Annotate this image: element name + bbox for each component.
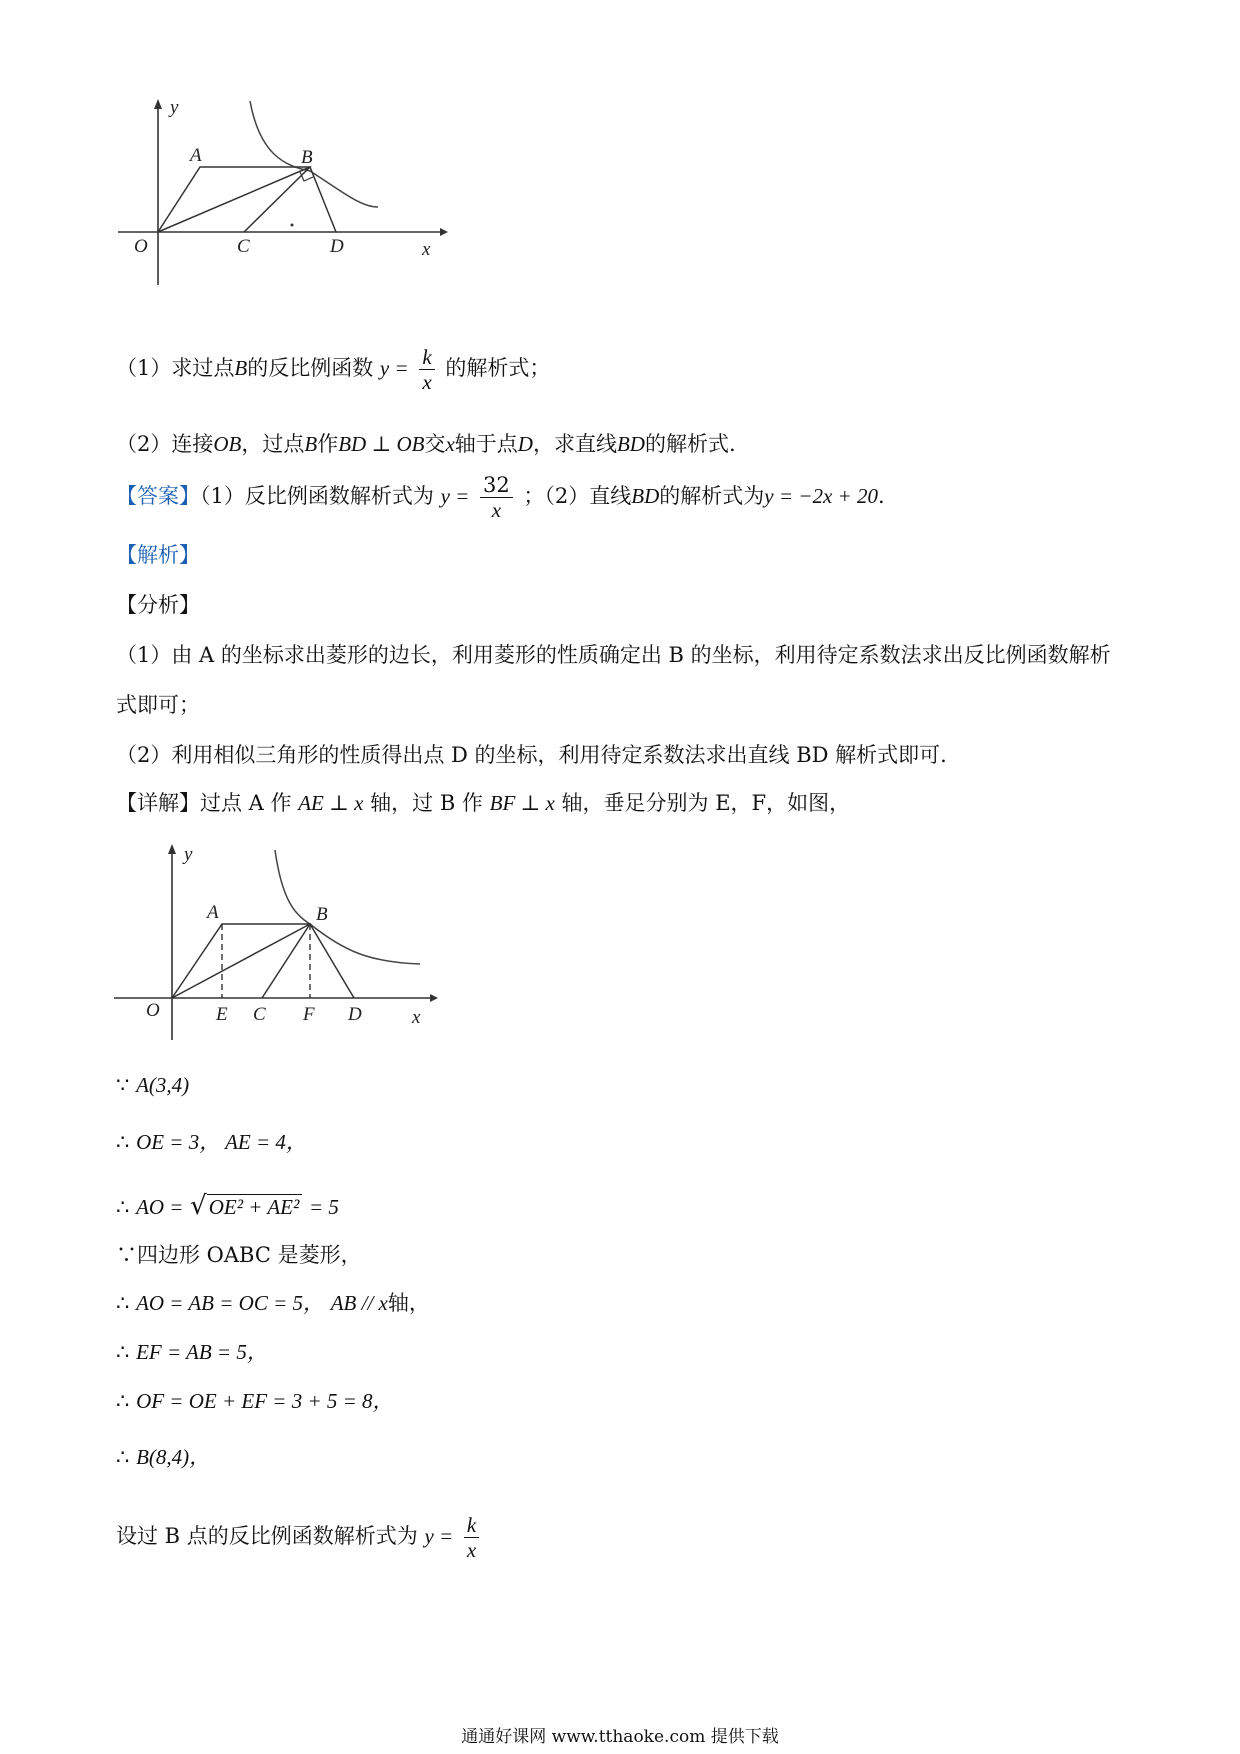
figure-rhombus-hyperbola — [110, 95, 450, 295]
step-1: ∵ A(3,4) — [116, 1073, 190, 1097]
fenxi-2: （2）利用相似三角形的性质得出点 D 的坐标，利用待定系数法求出直线 BD 解析式即可. — [116, 743, 947, 767]
label-y: y — [170, 97, 179, 118]
y-axis-arrow — [154, 99, 162, 109]
segment-ob — [158, 167, 310, 232]
label-x: x — [412, 1007, 421, 1028]
label-b: B — [316, 904, 328, 925]
fenxi-1a: （1）由 A 的坐标求出菱形的边长，利用菱形的性质确定出 B 的坐标，利用待定系数法求出反比例函数解析 — [116, 643, 1111, 667]
label-f: F — [303, 1004, 315, 1025]
label-d: D — [330, 236, 344, 257]
jiexi-heading: 【解析】 — [116, 543, 200, 567]
label-y: y — [184, 844, 193, 865]
xiangjie-line: 【详解】过点 A 作 AE ⊥ x 轴，过 B 作 BF ⊥ x 轴，垂足分别为 E，F，如图， — [116, 791, 851, 815]
answer-line: 【答案】（1）反比例函数解析式为 y = $\frac{32}{x}$ ；（2）直线BD的解析式为y = −2x + 20. — [116, 473, 885, 523]
page-footer: 通通好课网 www.tthaoke.com 提供下载 — [461, 1727, 779, 1747]
label-e: E — [216, 1004, 228, 1025]
label-c: C — [237, 236, 250, 257]
label-o: O — [134, 236, 148, 257]
fenxi-heading: 【分析】 — [116, 593, 200, 617]
fenxi-1b: 式即可； — [116, 693, 200, 717]
label-x: x — [422, 239, 431, 260]
step-3: ∴ AO = √OE² + AE² = 5 — [116, 1191, 339, 1221]
sqrt-radicand: OE² + AE² — [207, 1194, 303, 1219]
question-2: （2）连接OB，过点B作BD ⊥ OB交x轴于点D，求直线BD的解析式. — [116, 432, 736, 456]
x-axis-arrow — [440, 228, 448, 236]
fraction-k-over-x: $\frac{k}{x}$ — [464, 1513, 479, 1562]
figure-rhombus-with-perpendiculars — [110, 840, 440, 1040]
x-axis-arrow — [430, 994, 438, 1002]
label-o: O — [146, 1000, 160, 1021]
label-b: B — [301, 147, 313, 168]
y-axis-arrow — [168, 844, 176, 854]
midpoint-dot — [291, 224, 294, 227]
label-a: A — [207, 902, 219, 923]
label-d: D — [348, 1004, 362, 1025]
label-a: A — [190, 145, 202, 166]
fraction-32-over-x: $\frac{32}{x}$ — [480, 473, 513, 522]
right-angle-mark — [300, 172, 313, 181]
step-9: 设过 B 点的反比例函数解析式为 y = $\frac{k}{x}$ — [116, 1513, 483, 1562]
hyperbola-curve — [250, 101, 378, 207]
segment-ob — [172, 924, 310, 998]
hyperbola-curve — [275, 850, 420, 964]
step-8: ∴ B(8,4)， — [116, 1445, 211, 1469]
step-6: ∴ EF = AB = 5， — [116, 1340, 268, 1364]
step-5: ∴ AO = AB = OC = 5， AB // x轴， — [116, 1291, 430, 1315]
fraction-k-over-x: $\frac{k}{x}$ — [419, 345, 434, 394]
segment-bd — [310, 924, 354, 998]
question-1: （1）求过点B的反比例函数 y = $\frac{k}{x}$ 的解析式； — [116, 345, 551, 395]
segment-bd — [310, 167, 336, 232]
answer-tag: 【答案】 — [116, 484, 200, 509]
step-4: ∵四边形 OABC 是菱形， — [116, 1243, 362, 1267]
label-c: C — [253, 1004, 266, 1025]
step-2: ∴ OE = 3， AE = 4， — [116, 1130, 307, 1154]
step-7: ∴ OF = OE + EF = 3 + 5 = 8， — [116, 1389, 394, 1413]
sqrt-sign: √ — [190, 1191, 207, 1221]
